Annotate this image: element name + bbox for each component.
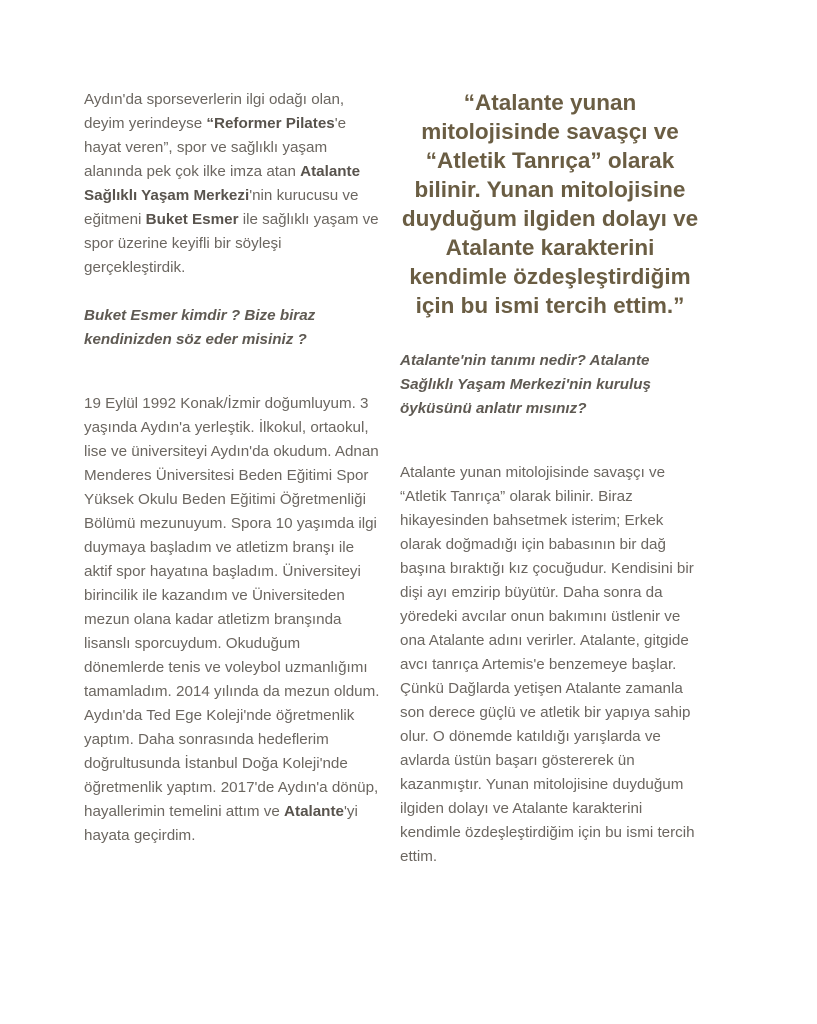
answer-2: Atalante yunan mitolojisinde savaşçı ve “Atletik Tanrıça” olarak bilinir. Biraz hikayesinden bahsetmek isterim; Erkek olarak doğmadığı için babasının bir dağ başına bıraktığı kız çocuğudur. Kendisini bir dişi ayı emzirip büyütür. Daha sonra da yöredeki avcılar onun bakımını üstlenir ve ona Atalante adını verirler. Atalante, gitgide avcı tanrıça Artemis'e benzemeye başlar. Çünkü Dağlarda yetişen Atalante zamanla son derece güçlü ve atletik bir yapıya sahip olur. O dönemde katıldığı yarışlarda ve avlarda üstün başarı göstererek ün kazanmıştır. Yunan mitolojisine duyduğum ilgiden dolayı ve Atalante karakterini kendimle özdeşleştirdiğim için bu ismi tercih ettim. [400, 464, 695, 865]
answer-1-text: 19 Eylül 1992 Konak/İzmir doğumluyum. 3 yaşında Aydın'a yerleştik. İlkokul, ortaokul, lise ve üniversiteyi Aydın'da okudum. Adnan Menderes Üniversitesi Beden Eğitimi Spor Yüksek Okulu Beden Eğitimi Öğretmenliği Bölümü mezunuyum. Spora 10 yaşımda ilgi duymaya başladım ve atletizm branşı ile aktif spor hayatına başladım. Üniversiteyi birincilik ile kazandım ve Üniversiteden mezun olana kadar atletizm branşında lisanslı sporcuydum. Okuduğum dönemlerde tenis ve voleybol uzmanlığımı tamamladım. 2014 yılında da mezun oldum. Aydın'da Ted Ege Koleji'nde öğretmenlik yaptım. Daha sonrasında hedeflerim doğrultusunda İstanbul Doğa Koleji'nde öğretmenlik yaptım. 2017'de Aydın'a dönüp, hayallerimin temelini attım ve [84, 395, 380, 820]
question-1: Buket Esmer kimdir ? Bize biraz kendinizden söz eder misiniz ? [84, 307, 316, 348]
answer-1-end: 'yi hayata geçirdim. [84, 803, 358, 844]
intro-paragraph [84, 88, 384, 280]
intro-text-2: 'e hayat veren”, spor ve sağlıklı yaşam alanında pek çok ilke imza atan [84, 115, 347, 180]
intro-bold-center-name: Atalante Sağlıklı Yaşam Merkezi [84, 163, 361, 204]
intro-bold-person-name: Buket Esmer [145, 211, 239, 228]
answer-1-bold: Atalante [284, 803, 344, 820]
pull-quote: “Atalante yunan mitolojisinde savaşçı ve “Atletik Tanrıça” olarak bilinir. Yunan mitolojisine duyduğum ilgiden dolayı ve Atalante karakterini kendimle özdeşleştirdiğim için bu ismi tercih ettim.” [401, 90, 699, 318]
intro-text-4: ile sağlıklı yaşam ve spor üzerine keyifli bir söyleşi gerçekleştirdik. [84, 211, 379, 276]
left-column [84, 88, 384, 848]
answer-1 [84, 392, 384, 848]
intro-text-1: Aydın'da sporseverlerin ilgi odağı olan, deyim yerindeyse [84, 91, 345, 132]
right-column [400, 88, 700, 869]
intro-bold-reformer: “Reformer Pilates [206, 115, 335, 132]
intro-text-3: 'nin kurucusu ve eğitmeni [84, 187, 359, 228]
question-2: Atalante'nin tanımı nedir? Atalante Sağlıklı Yaşam Merkezi'nin kuruluş öyküsünü anlatır mısınız? [400, 352, 651, 417]
